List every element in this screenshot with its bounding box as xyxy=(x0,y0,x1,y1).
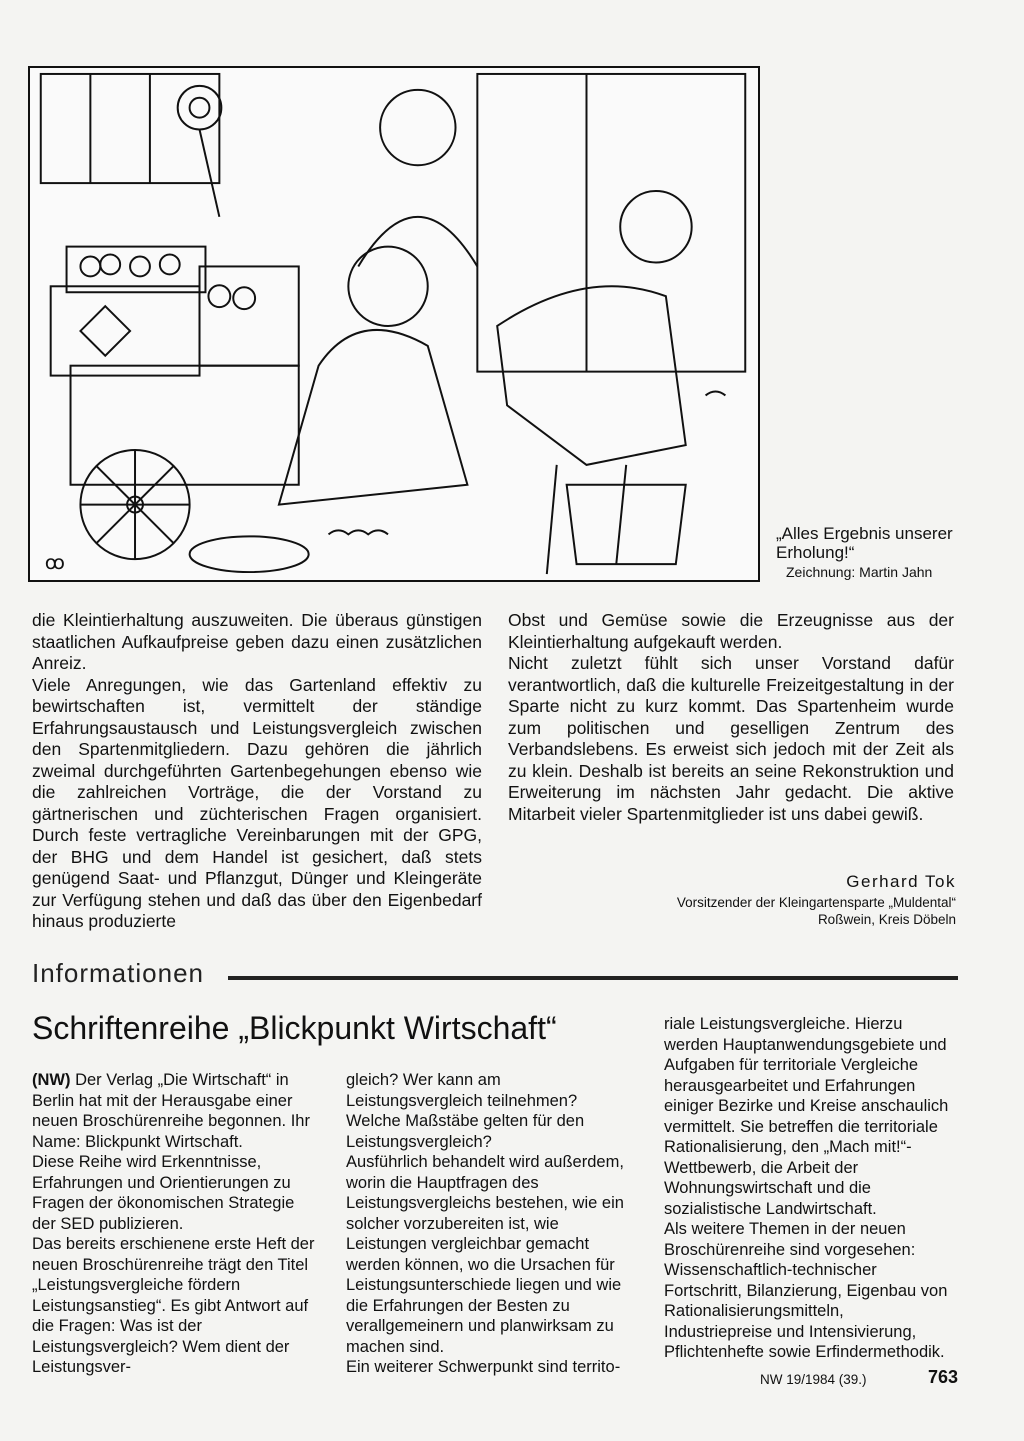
illustration-credit: Zeichnung: Martin Jahn xyxy=(786,564,933,580)
section-divider xyxy=(228,976,958,980)
author-role xyxy=(600,894,956,928)
paragraph: Obst und Gemüse sowie die Erzeugnisse aus der Kleintierhaltung aufgekauft werden. xyxy=(508,610,954,652)
paragraph: Viele Anregungen, wie das Gartenland effektiv zu bewirtschaften ist, vermittelt der ständige Erfahrungsaustausch und Leistungsvergleich zwischen den Spartenmitgliedern. Dazu gehören die jährlich zweimal durchgeführten Gartenbegehungen ebenso wie die zahlreichen Vorträge, die der Vorstand zu gärtnerischen und züchterischen Fragen organisiert. Durch feste vertragliche Vereinbarungen mit der GPG, der BHG und dem Handel ist gesichert, daß stets genügend Saat- und Pflanzgut, Dünger und Kleingeräte zur Verfügung stehen und daß das über den Eigenbedarf hinaus produzierte xyxy=(32,674,482,931)
section-label: Informationen xyxy=(32,958,204,988)
author-location-line: Roßwein, Kreis Döbeln xyxy=(817,912,956,927)
source-tag: (NW) xyxy=(32,1071,71,1089)
article-column-1 xyxy=(32,610,482,933)
cartoon-garden-harvest-icon xyxy=(30,68,758,580)
paragraph: Nicht zuletzt fühlt sich unser Vorstand dafür verantwortlich, daß die kulturelle Freizeitgestaltung in der Sparte nicht zu kurz kommt. Das Spartenheim wurde zum politischen und geselligen Zentrum des Verbandslebens. Es erweist sich jedoch mit der Zeit als zu klein. Deshalb ist bereits an seine Rekonstruktion und Erweiterung im nächsten Jahr gedacht. Die aktive Mitarbeit vieler Spartenmitglieder ist uns dabei gewiß. xyxy=(508,653,954,824)
info-column-1 xyxy=(32,1070,322,1378)
paragraph: gleich? Wer kann am Leistungsvergleich teilnehmen? Welche Maßstäbe gelten für den Leistungsvergleich? xyxy=(346,1071,585,1151)
paragraph: Ein weiterer Schwerpunkt sind territo- xyxy=(346,1358,621,1376)
paragraph: Diese Reihe wird Erkenntnisse, Erfahrungen und Orientierungen zu Fragen der ökonomischen Strategie der SED publizieren. xyxy=(32,1153,295,1233)
paragraph: riale Leistungsvergleiche. Hierzu werden Hauptanwendungsgebiete und Aufgaben für territoriale Vergleiche herausgearbeitet und Erfahrungen einiger Bezirke und Kreise anschaulich vermittelt. Sie betreffen die territoriale Rationalisierung, den „Mach mit!“-Wettbewerb, die Arbeit der Wohnungswirtschaft und die sozialistische Landwirtschaft. xyxy=(664,1015,949,1218)
paragraph-text: Der Verlag „Die Wirtschaft“ in Berlin hat mit der Herausgabe einer neuen Broschürenreihe begonnen. Ihr Name: Blickpunkt Wirtschaft. xyxy=(32,1071,310,1151)
svg-text:ꝏ: ꝏ xyxy=(44,551,65,575)
illustration-caption: „Alles Ergebnis unserer Erholung!“ xyxy=(776,524,953,562)
author-name: Gerhard Tok xyxy=(846,872,956,891)
cartoon-illustration xyxy=(28,66,760,582)
paragraph: Als weitere Themen in der neuen Broschürenreihe sind vorgesehen: Wissenschaftlich-technischer Fortschritt, Bilanzierung, Eigenbau von Rationalisierungsmitteln, Industriepreise und Intensivierung, Pflichtenhefte sowie Erfindermethodik. xyxy=(664,1220,948,1361)
paragraph: Ausführlich behandelt wird außerdem, worin die Hauptfragen des Leistungsvergleichs bestehen, wie ein solcher vorzubereiten ist, wie Leistungen vergleichbar gemacht werden können, wo die Ursachen für Leistungsunterschiede liegen und wie die Erfahrungen der Besten zu verallgemeinern und planwirksam zu machen sind. xyxy=(346,1153,624,1356)
page-number: 763 xyxy=(928,1367,959,1387)
paragraph xyxy=(32,1070,322,1152)
article-column-2 xyxy=(508,610,954,825)
info-column-2 xyxy=(346,1070,636,1378)
paragraph: die Kleintierhaltung auszuweiten. Die überaus günstigen staatlichen Aufkaufpreise geben dazu einen zusätzlichen Anreiz. xyxy=(32,610,482,673)
author-role-line: Vorsitzender der Kleingartensparte „Muldental“ xyxy=(676,895,956,910)
issue-number: NW 19/1984 (39.) xyxy=(760,1372,867,1387)
paragraph: Das bereits erschienene erste Heft der neuen Broschürenreihe trägt den Titel „Leistungsvergleiche fördern Leistungsanstieg“. Es gibt Antwort auf die Fragen: Was ist der Leistungsvergleich? Wem dient der Leistungsver- xyxy=(32,1235,315,1376)
page-title: Schriftenreihe „Blickpunkt Wirtschaft“ xyxy=(32,1010,557,1046)
info-column-3 xyxy=(664,1014,956,1363)
